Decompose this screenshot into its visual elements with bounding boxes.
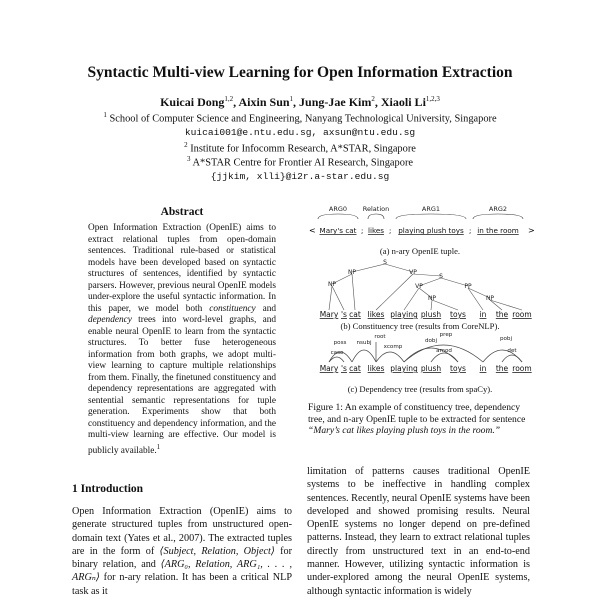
affiliation-1-email: kuicai001@e.ntu.edu.sg, axsun@ntu.edu.sg (184, 127, 416, 138)
svg-text:>: > (528, 226, 535, 235)
figure-1-caption (308, 402, 530, 437)
introduction-text (72, 505, 292, 598)
author-list: Kuicai Dong$^{1,2}$, Aixin Sun$^1$, Jung-Jae Kim$^2$, Xiaoli Li$^{1,2,3}$ (160, 95, 440, 109)
tree-word: Mary (319, 310, 339, 319)
tuple-span: in the room (477, 226, 519, 235)
dep-label: xcomp (383, 344, 403, 350)
tree-word: in (479, 310, 487, 319)
affil-mark: 2 (184, 141, 188, 149)
author-affil-mark: 1 (289, 95, 294, 103)
section-heading-introduction: 1 Introduction (72, 483, 144, 495)
figure-c-caption: (c) Dependency tree (results from spaCy). (347, 384, 493, 394)
dep-label: dobj (424, 338, 438, 344)
body-text: Open Information Extraction (OpenIE) aims to generate structured tuples from unstructured open-domain text (Yates et al., 2007). The extracted tuples are in the form of (72, 506, 292, 557)
dep-label: poss (333, 340, 347, 346)
tree-word: 's (341, 310, 347, 319)
tree-word: cat (349, 310, 361, 319)
affiliation-3 (0, 155, 600, 168)
tree-node: NP (427, 295, 437, 302)
tree-word: likes (367, 364, 385, 373)
abstract-text: and (255, 303, 276, 314)
figure-b-constituency-tree (300, 256, 540, 320)
affil-mark: 1 (103, 111, 107, 119)
caption-text: Figure 1: An example of constituency tree, dependency tree, and n-ary OpenIE tuple to be extracted for sentence (308, 402, 526, 425)
figure-b-caption: (b) Constituency tree (results from CoreNLP). (340, 321, 500, 331)
footnote-mark: 1 (156, 442, 161, 451)
tree-word: room (512, 310, 532, 319)
math-expression: ⟨ARG₀, Relation, ARG₁, . . . , ARGₙ⟩ (72, 559, 292, 584)
tuple-label: Relation (362, 205, 390, 213)
svg-text:;: ; (361, 227, 364, 235)
abstract-text: Open Information Extraction (OpenIE) aims to extract relational tuples from open-domain sentences. Traditional rule-based or statistical models have been developed based on syntactic structures of sentences, identified by syntactic parsers. However, previous neural OpenIE models under-explore the useful syntactic information. In this paper, we model both (88, 223, 276, 314)
tree-word: plush (420, 310, 442, 319)
tree-word: 's (341, 364, 347, 373)
dep-label: root (374, 334, 386, 340)
tree-node: S (439, 273, 443, 280)
author-affil-mark: 1,2 (224, 95, 234, 103)
tuple-label: ARG0 (328, 205, 348, 213)
abstract-text: trees into word-level graphs, and enable neural OpenIE to learn from the syntactic structures. To better fuse heterogeneous information from both graphs, we adopt multi-view learning to capture multiple relationships from them. Finally, the finetuned constituency and dependency representations are aggregated with sentential semantic representations for tuple generation. Experiments show that both constituency and dependency information, and the multi-view learning are effective. Our model is publicly available. (88, 315, 276, 456)
tree-node: NP (485, 295, 495, 302)
tree-word: toys (450, 310, 466, 319)
right-column-text: limitation of patterns causes traditional OpenIE systems to be ineffective in handling complex sentences. Recently, neural OpenIE systems have been developed and showed promising results. Neural OpenIE systems no longer depend on pre-defined patterns. Instead, they learn to extract relational tuples directly from unstructured text in an end-to-end manner. However, utilizing syntactic information is under-explored among the neural OpenIE systems, although syntactic information is widely (307, 466, 530, 597)
dep-label: case (330, 350, 344, 356)
author-name: Xiaoli Li (380, 95, 426, 109)
dep-label: nsubj (356, 340, 372, 346)
caption-sentence: “Mary’s cat likes playing plush toys in the room.” (308, 425, 501, 437)
abstract-body (88, 223, 276, 457)
math-expression: ⟨Subject, Relation, Object⟩ (159, 545, 275, 557)
tree-node: VP (415, 283, 423, 290)
author-name: Kuicai Dong (160, 95, 225, 109)
author-affil-mark: 2 (371, 95, 375, 103)
svg-text:;: ; (469, 227, 472, 235)
abstract-emphasis: dependency (88, 315, 132, 325)
dep-label: det (507, 348, 517, 354)
tree-node: VP (409, 269, 417, 276)
dep-label: pobj (499, 336, 513, 342)
tree-word: cat (349, 364, 361, 373)
tree-word: the (495, 364, 509, 373)
tree-word: Mary (319, 364, 339, 373)
affiliation-1 (0, 111, 600, 124)
affil-text: A*STAR Centre for Frontier AI Research, Singapore (192, 157, 414, 169)
tree-word: plush (420, 364, 442, 373)
svg-text:<: < (309, 226, 316, 235)
figure-a-caption: (a) n-ary OpenIE tuple. (379, 246, 461, 256)
svg-text:;: ; (389, 227, 392, 235)
affiliation-3-email: {jjkim, xlli}@i2r.a-star.edu.sg (210, 171, 390, 182)
tree-word: in (479, 364, 487, 373)
abstract-emphasis: constituency (209, 303, 256, 314)
tree-node: NP (347, 269, 357, 276)
body-text: for binary relation, and (72, 545, 292, 571)
author-name: Aixin Sun (238, 95, 290, 109)
tree-node: PP (464, 283, 472, 290)
affil-text: School of Computer Science and Engineering, Nanyang Technological University, Singapore (109, 113, 497, 125)
tree-node: S (383, 259, 387, 266)
tree-word: playing (390, 310, 418, 319)
abstract-heading: Abstract (160, 206, 204, 218)
dep-label: amod (436, 348, 452, 354)
tuple-label: ARG2 (488, 205, 508, 213)
figure-c-dependency-tree (300, 330, 540, 378)
figure-a-tuple (300, 202, 540, 242)
affiliation-2 (0, 141, 600, 154)
tuple-span: likes (367, 226, 385, 235)
affil-text: Institute for Infocomm Research, A*STAR, Singapore (190, 143, 416, 155)
affil-mark: 3 (186, 155, 191, 163)
tree-word: room (512, 364, 532, 373)
tree-word: playing (390, 364, 418, 373)
tree-word: likes (367, 310, 385, 319)
tree-word: toys (450, 364, 466, 373)
tree-word: the (495, 310, 509, 319)
tuple-span: playing plush toys (398, 226, 464, 235)
tuple-span: Mary's cat (319, 226, 357, 235)
body-text: for n-ary relation. It has been a critical NLP task as it (72, 572, 292, 597)
dep-label: prep (439, 332, 453, 338)
tree-node: NP (327, 281, 337, 288)
author-name: Jung-Jae Kim (299, 95, 372, 109)
tuple-label: ARG1 (421, 205, 441, 213)
paper-title: Syntactic Multi-view Learning for Open Information Extraction (87, 64, 513, 81)
author-affil-mark: 1,2,3 (425, 95, 440, 103)
